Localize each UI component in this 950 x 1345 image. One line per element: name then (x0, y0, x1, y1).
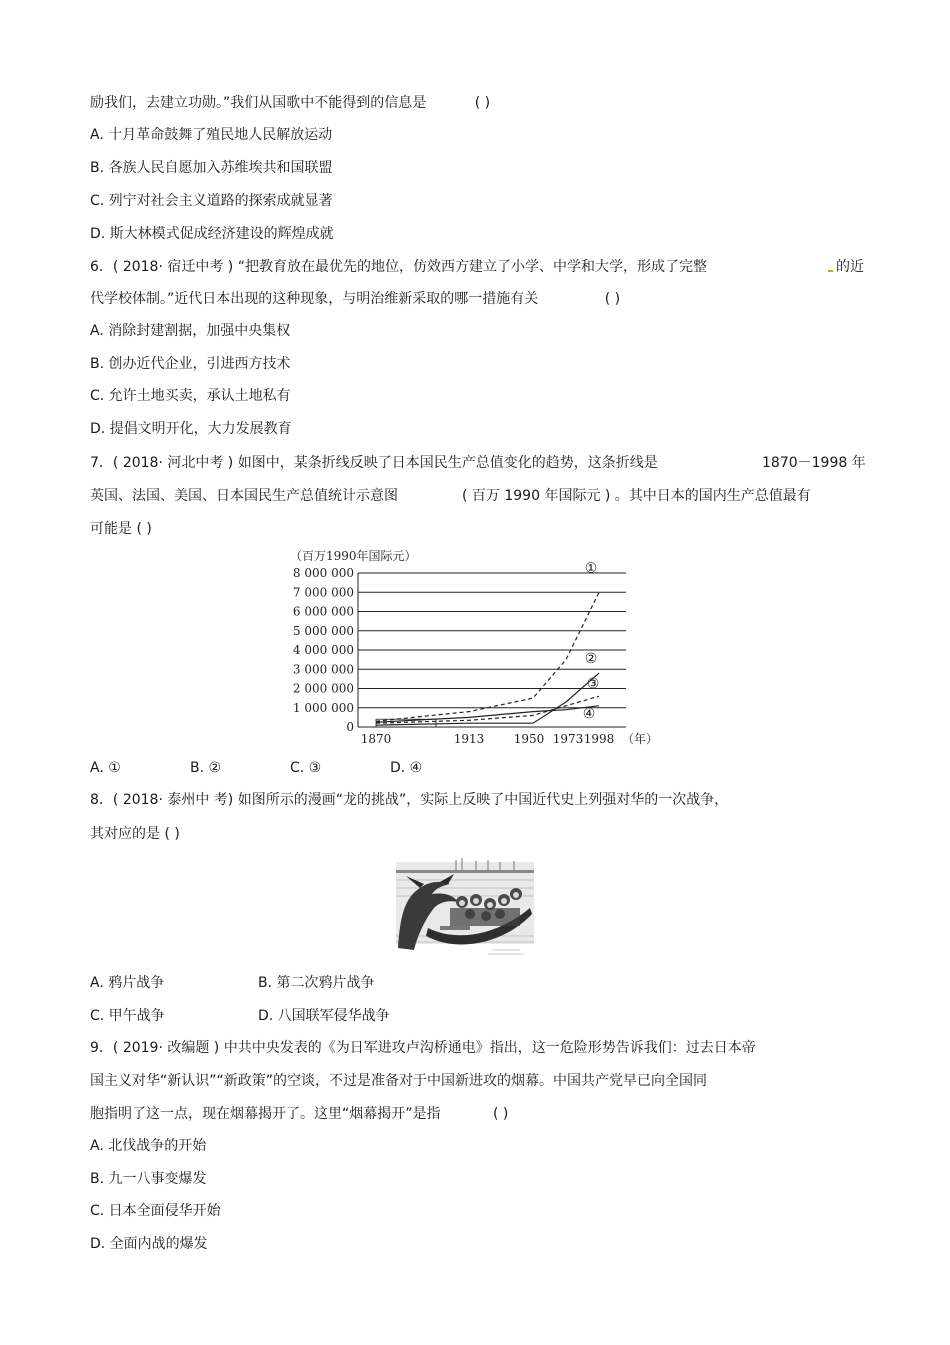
chart-y-tick-label: 0 (346, 720, 354, 734)
q9-option-d: D. 全面内战的爆发 (90, 1236, 208, 1252)
q6-stem-line2 (90, 289, 870, 309)
q9-option-a: A. 北伐战争的开始 (90, 1138, 207, 1154)
q6-option-c: C. 允许土地买卖，承认土地私有 (90, 388, 291, 404)
dragon-challenge-cartoon (396, 858, 534, 960)
chart-y-tick-label: 2 000 000 (292, 681, 354, 696)
q9-stem-line1: 9．( 2019· 改编题 ) 中共中央发表的《为日军进攻卢沟桥通电》指出，这一危险形势告诉我们：过去日本帝 (90, 1040, 756, 1056)
q6-option-a: A. 消除封建割据，加强中央集权 (90, 323, 291, 339)
cartoon-illustration (396, 858, 534, 960)
chart-xlabel: （年） (621, 732, 659, 746)
q7-option-b: B. ② (190, 760, 222, 776)
q6-option-b: B. 创办近代企业，引进西方技术 (90, 356, 291, 372)
blank-mark (828, 270, 833, 272)
q7-stem-line2: 英国、法国、美国、日本国民生产总值统计示意图 (90, 488, 398, 504)
chart-y-tick-label: 3 000 000 (292, 662, 354, 677)
q6-option-d: D. 提倡文明开化，大力发展教育 (90, 421, 292, 437)
chart-x-tick-label: 1950 (513, 732, 545, 746)
q6-stem-line1-end: 的近 (836, 259, 864, 275)
q5-option-a: A. 十月革命鼓舞了殖民地人民解放运动 (90, 127, 333, 143)
q8-stem-line2: 其对应的是 ( ) (90, 826, 180, 842)
q7-stem-line1: 7．( 2018· 河北中考 ) 如图中，某条折线反映了日本国民生产总值变化的趋势，这条折线是 (90, 455, 658, 471)
q8-option-b: B. 第二次鸦片战争 (258, 975, 375, 991)
q7-option-d: D. ④ (390, 760, 423, 776)
chart-svg (280, 545, 670, 750)
q6-answer-paren: ( ) (604, 291, 621, 307)
q5-stem (90, 93, 870, 113)
q7-stem-line3: 可能是 ( ) (90, 521, 152, 537)
q5-stem-text: 励我们，去建立功勋。”我们从国歌中不能得到的信息是 (90, 95, 427, 111)
chart-series-label: ③ (586, 676, 600, 693)
q6-stem-line2-text: 代学校体制。”近代日本出现的这种现象，与明治维新采取的哪一措施有关 (90, 291, 539, 307)
q9-stem-line2: 国主义对华“新认识”“新政策”的空谈，不过是准备对于中国新进攻的烟幕。中国共产党早已向全国同 (90, 1073, 708, 1089)
q7-stem-line2-end: ( 百万 1990 年国际元 ) 。其中日本的国内生产总值最有 (462, 488, 811, 504)
q5-option-b: B. 各族人民自愿加入苏维埃共和国联盟 (90, 160, 333, 176)
chart-series-label: ① (584, 560, 598, 577)
chart-series-label: ④ (582, 705, 596, 722)
chart-y-tick-label: 6 000 000 (292, 604, 354, 619)
q8-stem-line1: 8．( 2018· 泰州中 考) 如图所示的漫画“龙的挑战”，实际上反映了中国近代史上列强对华的一次战争， (90, 792, 729, 808)
q7-stem-line1-end: 1870－1998 年 (762, 455, 866, 471)
q9-stem-line3-text: 胞指明了这一点，现在烟幕揭开了。这里“烟幕揭开”是指 (90, 1106, 441, 1122)
q9-stem-line3 (90, 1104, 870, 1124)
q5-option-d: D. 斯大林模式促成经济建设的辉煌成就 (90, 226, 334, 242)
chart-x-tick-label: 1913 (453, 732, 485, 746)
q9-option-b: B. 九一八事变爆发 (90, 1171, 207, 1187)
chart-y-tick-label: 4 000 000 (292, 643, 354, 657)
chart-series-line (376, 673, 599, 725)
chart-x-tick-label: 1973 (552, 732, 584, 746)
chart-y-tick-label: 7 000 000 (292, 585, 354, 600)
chart-y-tick-label: 1 000 000 (292, 700, 354, 715)
chart-x-tick-label: 1870 (360, 732, 392, 746)
q7-option-a: A. ① (90, 760, 121, 776)
q8-option-a: A. 鸦片战争 (90, 975, 165, 991)
q7-option-c: C. ③ (290, 760, 322, 776)
chart-x-tick-label: 1998 (583, 732, 615, 746)
q5-option-c: C. 列宁对社会主义道路的探索成就显著 (90, 193, 333, 209)
q9-answer-paren: ( ) (492, 1106, 509, 1122)
chart-y-tick-label: 8 000 000 (292, 566, 354, 580)
q8-option-d: D. 八国联军侵华战争 (258, 1008, 390, 1024)
gnp-line-chart (280, 545, 670, 750)
q6-stem-line1: 6．( 2018· 宿迁中考 ) “把教育放在最优先的地位，仿效西方建立了小学、中学和大学，形成了完整 (90, 259, 707, 275)
chart-y-tick-label: 5 000 000 (292, 623, 354, 638)
q8-option-c: C. 甲午战争 (90, 1008, 165, 1024)
chart-series-label: ② (584, 651, 598, 668)
q5-answer-paren: ( ) (474, 95, 491, 111)
q9-option-c: C. 日本全面侵华开始 (90, 1203, 221, 1219)
chart-ylabel: （百万1990年国际元） (290, 549, 417, 563)
